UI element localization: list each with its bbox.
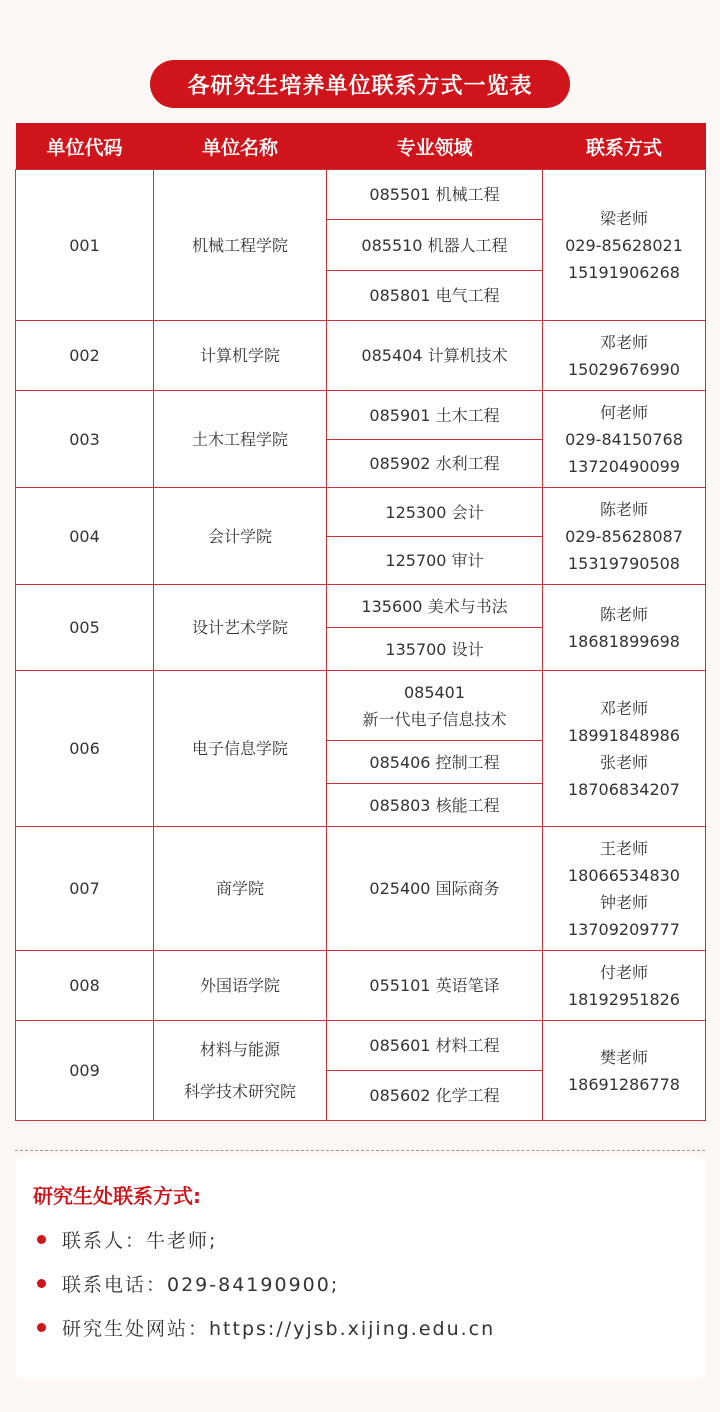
contact-line: 18066534830 xyxy=(568,865,680,885)
header-contact: 联系方式 xyxy=(543,123,706,170)
contact-line: 15191906268 xyxy=(568,262,680,282)
contact-line: 邓老师 xyxy=(599,332,648,352)
major-cell: 085510 机器人工程 xyxy=(327,220,543,271)
major-cell: 135700 设计 xyxy=(327,628,543,671)
major-cell: 125700 审计 xyxy=(327,537,543,585)
major-cell: 025400 国际商务 xyxy=(327,827,543,951)
unit-code-cell: 001 xyxy=(16,170,154,321)
contact-phone-item xyxy=(37,1270,339,1297)
contact-cell xyxy=(543,671,706,827)
major-cell: 085901 土木工程 xyxy=(327,391,543,440)
contact-line: 13709209777 xyxy=(568,919,680,939)
major-cell: 085501 机械工程 xyxy=(327,170,543,220)
bullet-icon xyxy=(37,1323,46,1332)
contact-cell xyxy=(543,951,706,1021)
unit-name-cell: 外国语学院 xyxy=(154,951,327,1021)
unit-code-cell: 002 xyxy=(16,321,154,391)
major-cell: 085601 材料工程 xyxy=(327,1021,543,1071)
contact-line: 029-84150768 xyxy=(565,429,683,449)
unit-code-cell: 003 xyxy=(16,391,154,488)
contact-line: 18991848986 xyxy=(568,725,680,745)
contact-line: 18706834207 xyxy=(568,779,680,799)
major-cell: 085404 计算机技术 xyxy=(327,321,543,391)
contact-line: 18192951826 xyxy=(568,989,680,1009)
contact-website-item xyxy=(37,1314,495,1341)
header-code: 单位代码 xyxy=(16,123,154,170)
contact-line: 梁老师 xyxy=(599,208,648,228)
contact-line: 15029676990 xyxy=(568,359,680,379)
contact-line: 张老师 xyxy=(599,752,648,772)
major-cell: 055101 英语笔译 xyxy=(327,951,543,1021)
table-row xyxy=(16,1021,706,1071)
contact-title: 研究生处联系方式: xyxy=(33,1184,201,1208)
table-row xyxy=(16,827,706,951)
contact-line: 付老师 xyxy=(599,962,648,982)
unit-name-cell: 土木工程学院 xyxy=(154,391,327,488)
contact-line: 18681899698 xyxy=(568,631,680,651)
contact-cell xyxy=(543,1021,706,1121)
unit-code-cell: 005 xyxy=(16,585,154,671)
unit-name-cell: 计算机学院 xyxy=(154,321,327,391)
contact-line: 陈老师 xyxy=(599,499,648,519)
contact-phone-text: 联系电话：029-84190900; xyxy=(62,1274,340,1296)
contact-line: 钟老师 xyxy=(599,892,648,912)
contact-person-item xyxy=(37,1226,217,1253)
divider xyxy=(15,1150,705,1151)
page-title: 各研究生培养单位联系方式一览表 xyxy=(150,60,570,108)
contact-line: 何老师 xyxy=(599,402,648,422)
unit-name-cell: 电子信息学院 xyxy=(154,671,327,827)
header-name: 单位名称 xyxy=(154,123,327,170)
table-row xyxy=(16,585,706,628)
contact-cell xyxy=(543,170,706,321)
contact-section xyxy=(15,1158,705,1378)
major-cell: 085602 化学工程 xyxy=(327,1071,543,1121)
major-cell: 085902 水利工程 xyxy=(327,440,543,488)
unit-code-cell: 007 xyxy=(16,827,154,951)
contact-line: 029-85628021 xyxy=(565,235,683,255)
contact-website-text[interactable]: 研究生处网站：https://yjsb.xijing.edu.cn xyxy=(62,1318,496,1340)
unit-name-cell: 设计艺术学院 xyxy=(154,585,327,671)
major-cell: 085801 电气工程 xyxy=(327,271,543,321)
table-row xyxy=(16,321,706,391)
major-cell: 085406 控制工程 xyxy=(327,741,543,784)
contact-cell xyxy=(543,827,706,951)
contact-cell xyxy=(543,391,706,488)
header-major: 专业领域 xyxy=(327,123,543,170)
unit-code-cell: 008 xyxy=(16,951,154,1021)
contact-line: 18691286778 xyxy=(568,1074,680,1094)
contact-cell xyxy=(543,321,706,391)
unit-name-cell: 机械工程学院 xyxy=(154,170,327,321)
contact-person-text: 联系人：牛老师; xyxy=(62,1230,218,1252)
table-row xyxy=(16,170,706,220)
table-row xyxy=(16,391,706,440)
unit-code-cell: 006 xyxy=(16,671,154,827)
unit-code-cell: 009 xyxy=(16,1021,154,1121)
major-cell: 135600 美术与书法 xyxy=(327,585,543,628)
major-cell: 085401 新一代电子信息技术 xyxy=(327,671,543,741)
units-table xyxy=(15,123,706,1121)
contact-line: 13720490099 xyxy=(568,456,680,476)
major-cell: 125300 会计 xyxy=(327,488,543,537)
contact-line: 029-85628087 xyxy=(565,526,683,546)
unit-name-cell: 会计学院 xyxy=(154,488,327,585)
contact-line: 15319790508 xyxy=(568,553,680,573)
contact-line: 王老师 xyxy=(599,838,648,858)
contact-line: 樊老师 xyxy=(599,1047,648,1067)
table-header-row xyxy=(16,123,706,170)
bullet-icon xyxy=(37,1279,46,1288)
table-row xyxy=(16,488,706,537)
unit-name-cell: 材料与能源 科学技术研究院 xyxy=(154,1021,327,1121)
table-row xyxy=(16,671,706,741)
unit-name-cell: 商学院 xyxy=(154,827,327,951)
contact-cell xyxy=(543,488,706,585)
contact-line: 邓老师 xyxy=(599,698,648,718)
contact-line: 陈老师 xyxy=(599,604,648,624)
table-row xyxy=(16,951,706,1021)
major-cell: 085803 核能工程 xyxy=(327,784,543,827)
contact-cell xyxy=(543,585,706,671)
unit-code-cell: 004 xyxy=(16,488,154,585)
bullet-icon xyxy=(37,1235,46,1244)
